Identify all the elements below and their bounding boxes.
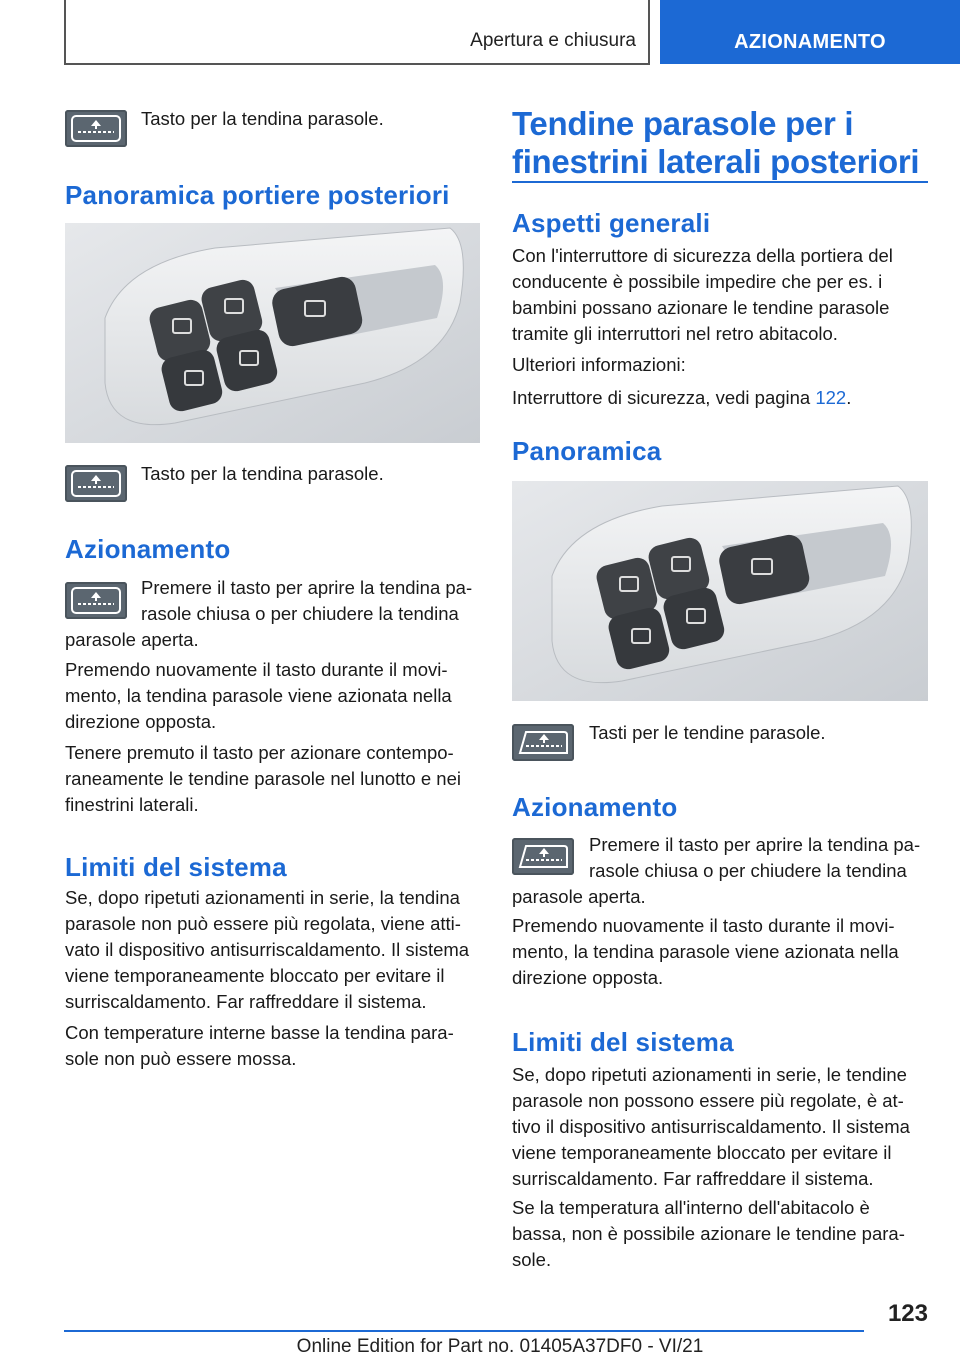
text-line: finestrini laterali. — [65, 794, 199, 815]
op-text-line: parasole aperta. — [65, 629, 199, 650]
op-text-line: rasole chiusa o per chiudere la tendina — [141, 603, 459, 624]
text-line: direzione opposta. — [512, 967, 664, 988]
general-paragraph-3 — [512, 385, 851, 411]
text-line: parasole non può essere più regolata, viene atti- — [65, 913, 461, 934]
text-line: surriscaldamento. Far raffreddare il sistema. — [512, 1168, 874, 1189]
text-line: tivo il dispositivo antisurriscaldamento. Il sistema — [512, 1116, 910, 1137]
heading-operation-left: Azionamento — [65, 534, 231, 564]
op-text-line: parasole aperta. — [512, 886, 646, 907]
text-span: Interruttore di sicurezza, vedi pagina — [512, 387, 816, 408]
heading-limits-right: Limiti del sistema — [512, 1027, 734, 1057]
text-line: Premendo nuovamente il tasto durante il movi- — [512, 915, 895, 936]
photo-side-window-switches — [512, 481, 928, 701]
text-line: parasole non possono essere più regolate, è at- — [512, 1090, 904, 1111]
text-line: direzione opposta. — [65, 711, 217, 732]
text-line: conducente è possibile impedire che per es. i — [512, 271, 883, 292]
heading-operation-right: Azionamento — [512, 792, 678, 822]
op-paragraph-2-right — [512, 913, 899, 991]
text-line: tramite gli interruttori nel retro abitacolo. — [512, 323, 838, 344]
heading-general: Aspetti generali — [512, 208, 711, 238]
page-link[interactable]: 122 — [815, 387, 847, 408]
text-line: Con l'interruttore di sicurezza della portiera del — [512, 245, 893, 266]
text-line: surriscaldamento. Far raffreddare il sistema. — [65, 991, 427, 1012]
heading-overview-right: Panoramica — [512, 436, 662, 466]
chapter-title-line-2: finestrini laterali posteriori — [512, 143, 920, 180]
limits-paragraph-2 — [65, 1020, 454, 1072]
header-chapter-tab[interactable]: AZIONAMENTO — [660, 0, 960, 64]
text-line: bambini possano azionare le tendine parasole — [512, 297, 890, 318]
text-line: viene temporaneamente bloccato per evitare il — [512, 1142, 892, 1163]
header-section-title: Apertura e chiusura — [470, 30, 636, 51]
text-line: Tenere premuto il tasto per azionare contempo- — [65, 742, 454, 763]
heading-rear-doors-overview: Panoramica portiere posteriori — [65, 180, 450, 210]
text-line: raneamente le tendine parasole nel lunotto e nei — [65, 768, 461, 789]
text-line: viene temporaneamente bloccato per evitare il — [65, 965, 445, 986]
text-line: mento, la tendina parasole viene azionata nella — [65, 685, 452, 706]
text-line: Con temperature interne basse la tendina para- — [65, 1022, 454, 1043]
rear-window-sunblind-icon — [65, 110, 127, 147]
caption-top: Tasto per la tendina parasole. — [141, 108, 384, 129]
op-text-line: rasole chiusa o per chiudere la tendina — [589, 860, 907, 881]
op-text-line: Premere il tasto per aprire la tendina pa- — [589, 834, 921, 855]
general-paragraph-1 — [512, 243, 893, 347]
photo-rear-door-switches — [65, 223, 480, 443]
text-line: sole non può essere mossa. — [65, 1048, 297, 1069]
limits-paragraph-1 — [65, 885, 469, 1015]
footer-rule — [64, 1330, 864, 1332]
op-text-line: Premere il tasto per aprire la tendina pa- — [141, 577, 473, 598]
footer-edition: Online Edition for Part no. 01405A37DF0 - VI/21 — [296, 1336, 704, 1357]
side-window-sunblind-icon — [512, 838, 574, 875]
text-line: vato il dispositivo antisurriscaldamento. Il sistema — [65, 939, 470, 960]
text-line: Premendo nuovamente il tasto durante il movi- — [65, 659, 448, 680]
chapter-title-line-1: Tendine parasole per i — [512, 105, 854, 142]
text-line: Se, dopo ripetuti azionamenti in serie, la tendina — [65, 887, 460, 908]
rear-window-sunblind-icon — [65, 582, 127, 619]
side-window-sunblind-icon — [512, 724, 574, 761]
text-line: mento, la tendina parasole viene azionata nella — [512, 941, 899, 962]
rear-window-sunblind-icon — [65, 465, 127, 502]
header-right-rule — [648, 0, 650, 64]
text-span: . — [846, 387, 852, 408]
general-paragraph-2: Ulteriori informazioni: — [512, 354, 686, 375]
caption-photo-right: Tasti per le tendine parasole. — [589, 722, 826, 743]
text-line: Se la temperatura all'interno dell'abitacolo è — [512, 1197, 870, 1218]
op-paragraph-2 — [65, 657, 452, 735]
limits-paragraph-2-right — [512, 1195, 905, 1273]
caption-photo-left: Tasto per la tendina parasole. — [141, 463, 384, 484]
heading-limits-left: Limiti del sistema — [65, 852, 287, 882]
text-line: bassa, non è possibile azionare le tendine para- — [512, 1223, 905, 1244]
text-line: Se, dopo ripetuti azionamenti in serie, le tendine — [512, 1064, 907, 1085]
title-rule — [512, 181, 928, 183]
text-line: sole. — [512, 1249, 552, 1270]
page-number: 123 — [887, 1300, 928, 1327]
limits-paragraph-1-right — [512, 1062, 910, 1192]
op-paragraph-3 — [65, 740, 461, 818]
header-bottom-rule — [64, 63, 650, 65]
